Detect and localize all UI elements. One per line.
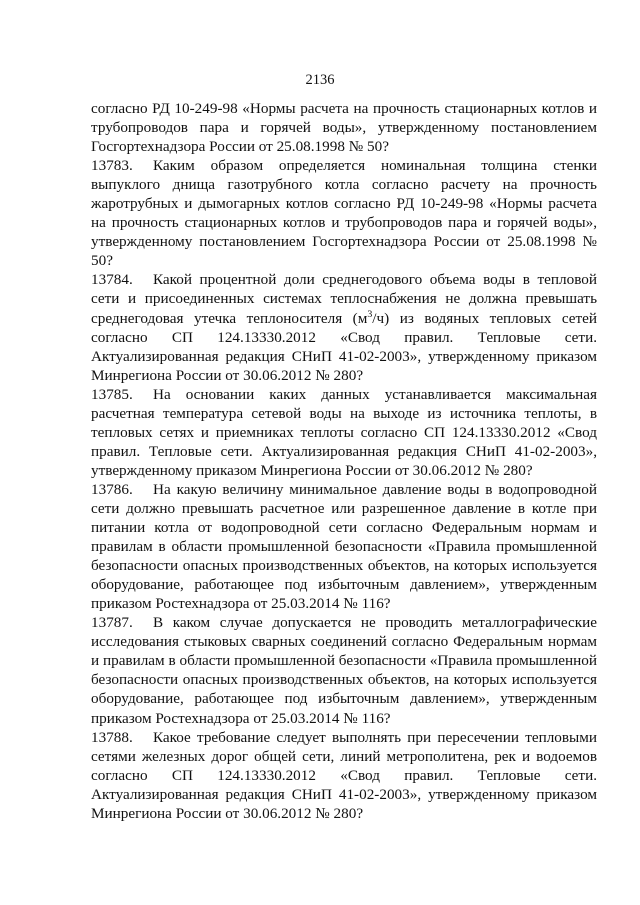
question-text-cont: /ч) из водяных тепловых сетей согласно СП 124.13330.2012 «Свод правил. Тепловые сети. Актуализированная редакция СНиП 41-02-2003», утвержденному приказом Минрегиона России от 30.06.2012 № 280? [91,309,597,384]
question-number: 13788. [91,728,133,746]
question-text: Какой процентной доли среднегодового объема воды в тепловой сети и присоединенных системах теплоснабжения не должна превышать среднегодовая утечка теплоносителя (м [91,271,597,327]
question-text: В каком случае допускается не проводить металлографические исследования стыковых сварных соединений согласно Федеральным нормам и правилам в области промышленной безопасности «Правила промышленной безопасности опасных производственных объектов, на которых используется оборудование, работающее под избыточным давлением», утвержденным приказом Ростехнадзора от 25.03.2014 № 116? [91,614,597,727]
question-text: На основании каких данных устанавливается максимальная расчетная температура сетевой воды на выходе из источника теплоты, в тепловых сетях и приемниках теплоты согласно СП 124.13330.2012 «Свод правил. Тепловые сети. Актуализированная редакция СНиП 41-02-2003», утвержденному приказом Минрегиона России от 30.06.2012 № 280? [91,385,597,479]
question-number: 13785. [91,385,133,403]
page-number: 2136 [305,72,335,88]
question-text: На какую величину минимальное давление воды в водопроводной сети должно превышать расчетное или разрешенное давление в котле при питании котла от водопроводной сети согласно Федеральным нормам и правилам в области промышленной безопасности «Правила промышленной безопасности опасных производственных объектов, на которых используется оборудование, работающее под избыточным давлением», утвержденным приказом Ростехнадзора от 25.03.2014 № 116? [91,480,597,613]
question-13784 [91,270,597,384]
superscript: 3 [367,308,373,320]
question-number: 13787. [91,614,133,632]
question-text: Какое требование следует выполнять при пересечении тепловыми сетями железных дорог общей сети, линий метрополитена, рек и водоемов согласно СП 124.13330.2012 «Свод правил. Тепловые сети. Актуализированная редакция СНиП 41-02-2003», утвержденному приказом Минрегиона России от 30.06.2012 № 280? [91,728,597,822]
question-text: Каким образом определяется номинальная толщина стенки выпуклого днища газотрубного котла согласно расчету на прочность жаротрубных и дымогарных котлов согласно РД 10-249-98 «Нормы расчета на прочность стационарных котлов и трубопроводов пара и горячей воды», утвержденному постановлением Госгортехнадзора России от 25.08.1998 № 50? [91,157,597,270]
question-13787 [91,613,597,727]
question-13786 [91,480,597,613]
continuation-paragraph: согласно РД 10-249-98 «Нормы расчета на прочность стационарных котлов и трубопроводов пара и горячей воды», утвержденному постановлением Госгортехнадзора России от 25.08.1998 № 50? [91,100,597,156]
question-13788 [91,728,597,823]
page-content [91,99,597,823]
question-number: 13784. [91,271,133,289]
question-number: 13786. [91,480,133,498]
question-13785 [91,385,597,480]
question-13783 [91,156,597,270]
question-number: 13783. [91,157,133,175]
